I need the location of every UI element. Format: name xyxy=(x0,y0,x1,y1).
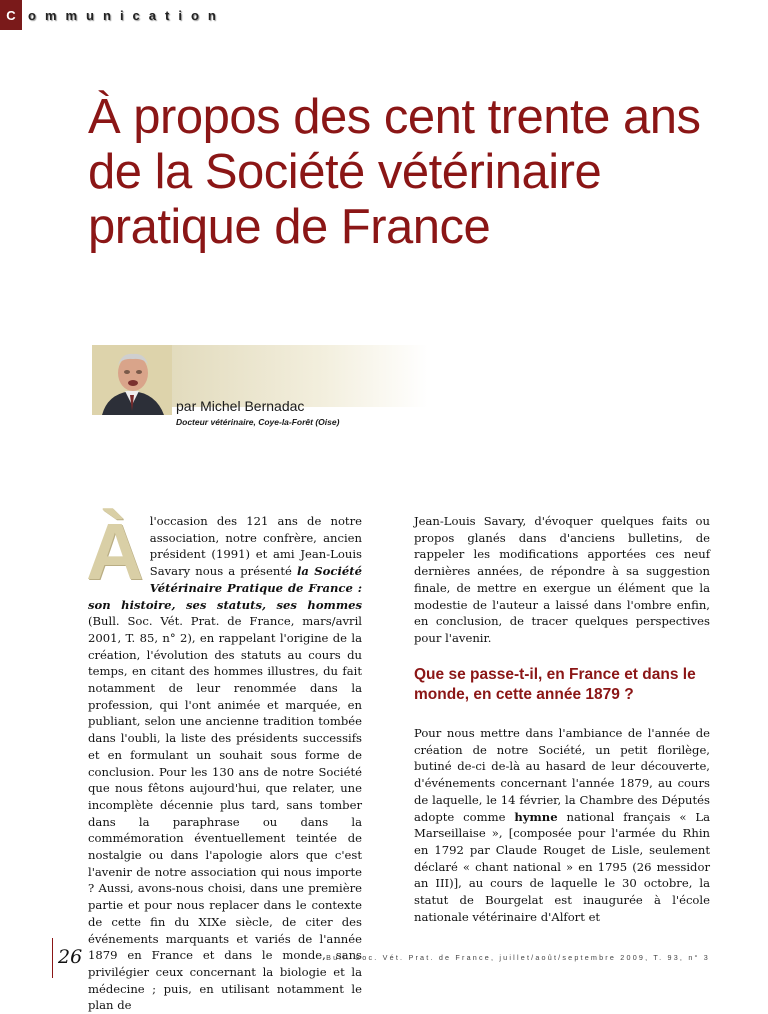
body-bold-italic: la Société Vétérinaire Pratique de France : son histoire, ses statuts, ses hommes xyxy=(88,564,362,612)
title-line: À propos des cent trente ans xyxy=(88,90,701,144)
body-bold: hymne xyxy=(514,809,558,824)
section-tag-initial: C xyxy=(0,0,22,30)
section-tag xyxy=(0,0,225,30)
author-photo xyxy=(92,345,172,415)
body-text: l'occasion des 121 ans de notre association, notre confrère, ancien président (1991) et ami Jean-Louis Savary nous a présenté xyxy=(149,514,362,579)
body-column-right-continued xyxy=(414,725,710,925)
author-affiliation: Docteur vétérinaire, Coye-la-Forêt (Oise) xyxy=(176,417,340,427)
body-column-right xyxy=(414,513,710,647)
body-paragraph xyxy=(414,725,710,925)
body-text: national français « La Marseillaise », [composée pour l'armée du Rhin en 1792 par Claude Rouget de Lisle, seulement déclaré « chant national » en 1795 (26 messidor an III)], au cours de laquelle le 30 octobre, la statut de Bourgelat est inaugurée à l'école nationale vétérinaire d'Alfort et xyxy=(414,809,710,924)
body-text: Pour nous mettre dans l'ambiance de l'année de création de notre Société, un petit florilège, butiné de-ci de-là au hasard de leur découverte, d'événements concernant l'année 1879, au cours de laquelle, le 14 février, la Chambre des Députés adopte comme xyxy=(414,726,710,824)
author-byline: par Michel Bernadac xyxy=(176,398,305,414)
page-number: 26 xyxy=(58,946,83,968)
section-tag-label: ommunication xyxy=(28,7,225,23)
running-footer: Bull. Soc. Vét. Prat. de France, juillet/août/septembre 2009, T. 93, n° 3 xyxy=(326,953,710,962)
section-heading: Que se passe-t-il, en France et dans le monde, en cette année 1879 ? xyxy=(414,666,696,703)
body-paragraph: Jean-Louis Savary, d'évoquer quelques faits ou propos glanés dans d'anciens bulletins, de rappeler les modifications apportées ces neuf dernières années, de répondre à sa suggestion finale, de mettre en exergue un élément que la modestie de l'auteur a laissé dans l'ombre enfin, en conclusion, de tracer quelques perspectives pour l'avenir. xyxy=(414,514,710,645)
body-text: (Bull. Soc. Vét. Prat. de France, mars/avril 2001, T. 85, n° 2), en rappelant l'origine de la création, l'évolution des statuts au cours du temps, en citant des hommes illustres, du fait notamment de leur renommée dans la profession, qui l'ont animée et marquée, en publiant, selon une ancienne tradition tombée dans l'oubli, la liste des présidents successifs et en formulant un souhait sous forme de conclusion. Pour les 130 ans de notre Société que nous fêtons aujourd'hui, que relater, une incomplète décennie plus tard, sans tomber dans la paraphrase ou dans la commémoration éventuellement teintée de nostalgie ou dans l'apologie alors que c'est l'avenir de notre association qui nous importe ? Aussi, avons-nous choisi, dans une première partie et pour nous replacer dans le contexte de cette fin du XIXe siècle, de citer des événements marquants et variés de l'année 1879 en France et dans le monde, sans privilégier ceux concernant la biologie et la médecine ; puis, en utilisant notamment le plan de xyxy=(88,614,362,1013)
folio-rule xyxy=(52,938,53,978)
drop-cap: À xyxy=(86,507,144,596)
title-line: de la Société vétérinaire xyxy=(88,145,602,199)
article-title xyxy=(88,90,728,255)
title-line: pratique de France xyxy=(88,200,491,254)
body-column-left xyxy=(86,507,362,1014)
